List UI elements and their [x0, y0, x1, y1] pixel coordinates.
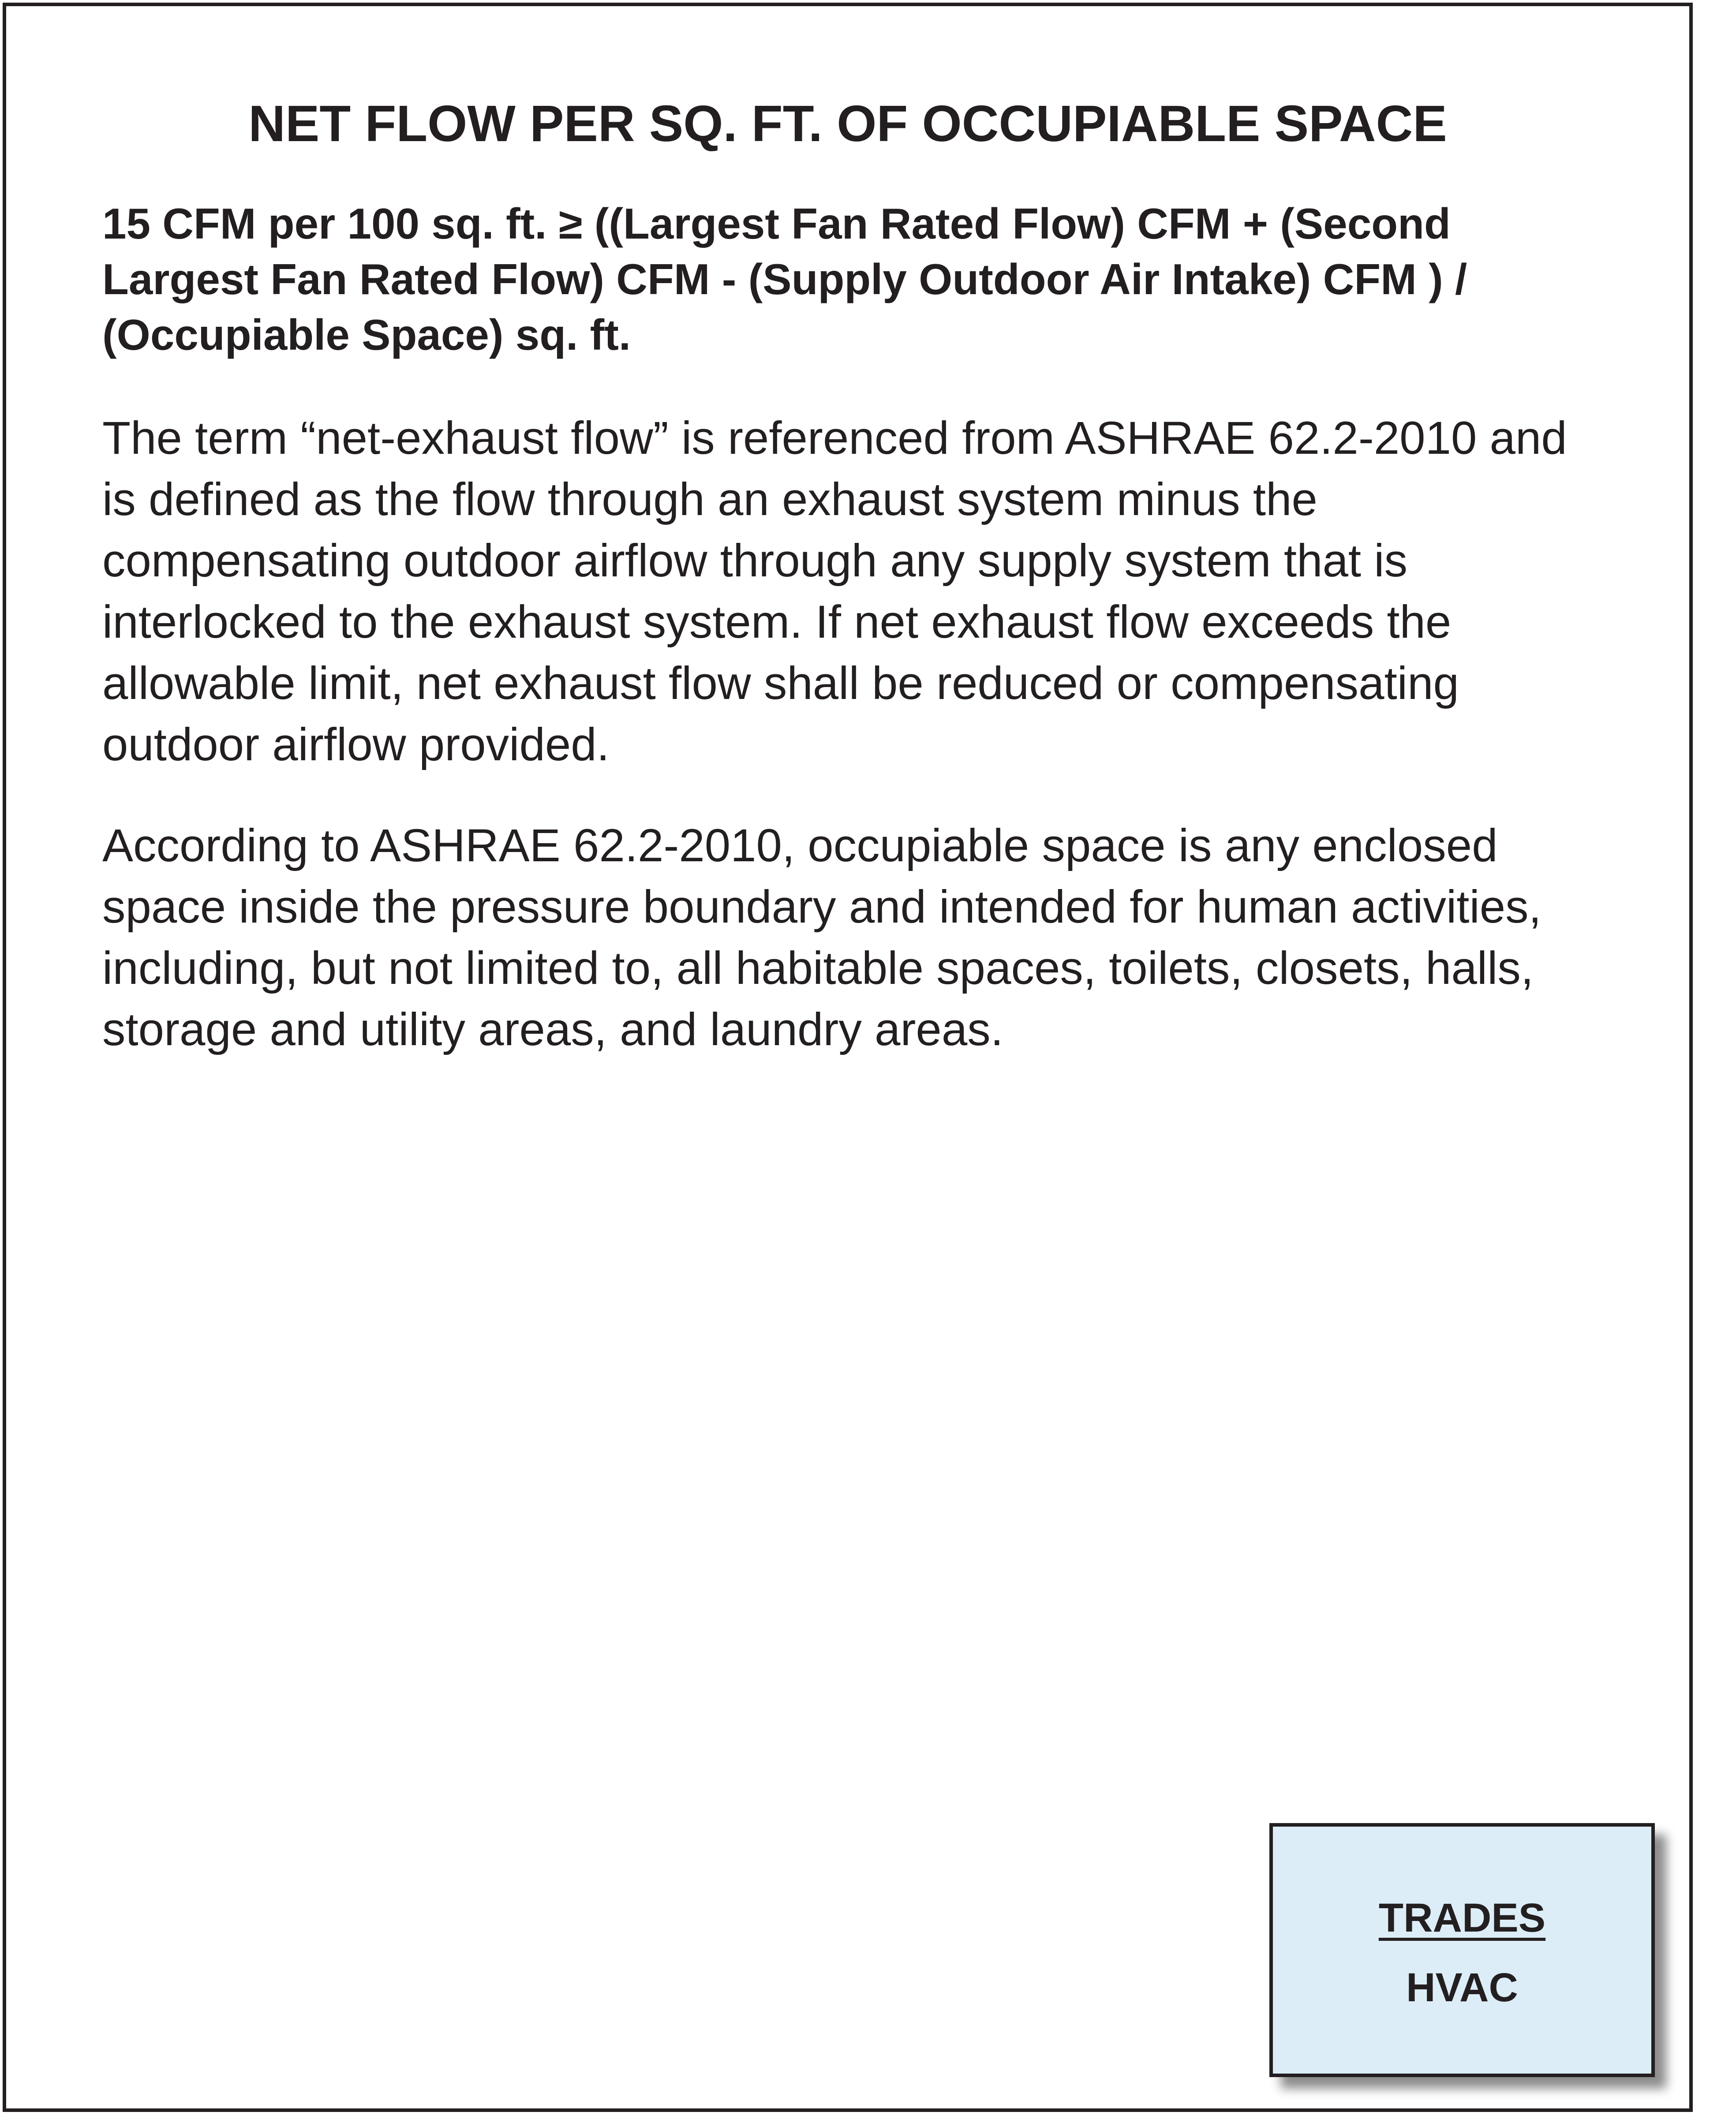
- net-exhaust-flow-paragraph: The term “net-exhaust flow” is referenced from ASHRAE 62.2-2010 and is defined as the flow through an exhaust system minus the compensating outdoor airflow through any supply system that is interlocked to the exhaust system. If net exhaust flow exceeds the allowable limit, net exhaust flow shall be reduced or compensating outdoor airflow provided.: [102, 412, 1567, 770]
- document-card: [3, 3, 1693, 2112]
- formula-text: 15 CFM per 100 sq. ft. ≥ ((Largest Fan Rated Flow) CFM + (Second Largest Fan Rated Flow) CFM - (Supply Outdoor Air Intake) CFM ) / (Occupiable Space) sq. ft.: [102, 199, 1467, 359]
- trade-badge: [1269, 1823, 1655, 2077]
- document-title: NET FLOW PER SQ. FT. OF OCCUPIABLE SPACE: [248, 95, 1447, 152]
- occupiable-space-paragraph: According to ASHRAE 62.2-2010, occupiable space is any enclosed space inside the pressure boundary and intended for human activities, including, but not limited to, all habitable spaces, toilets, closets, halls, storage and utility areas, and laundry areas.: [102, 820, 1541, 1055]
- badge-category-label: TRADES: [1378, 1895, 1546, 1940]
- badge-trade-label: HVAC: [1406, 1965, 1518, 2010]
